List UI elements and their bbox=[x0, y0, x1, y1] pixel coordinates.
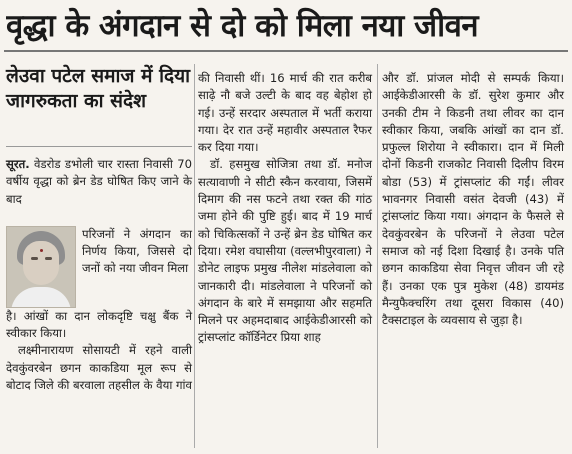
text-beside-photo: परिजनों ने अंगदान का निर्णय किया, जिससे दो जनों को नया जीवन मिला bbox=[82, 226, 192, 276]
elderly-woman-photo bbox=[6, 226, 76, 308]
article-column-1 bbox=[6, 156, 192, 394]
headline-rule bbox=[4, 50, 568, 52]
column-2-paragraph-1: की निवासी थीं। 16 मार्च की रात करीब साढ़े नौ बजे उल्टी के बाद वह बेहोश हो गई। उन्हें सरदार अस्पताल में भर्ती कराया गया। देर रात उन्हें महावीर अस्पताल रैफर कर दिया गया। bbox=[198, 71, 372, 155]
dateline: सूरत. bbox=[6, 157, 30, 171]
lead-text: वेडरोड डभोली चार रास्ता निवासी 70 वर्षीय वृद्धा को ब्रेन डेड घोषित किए जाने के बाद bbox=[6, 157, 192, 206]
article-column-2 bbox=[198, 70, 372, 347]
column-divider-2 bbox=[377, 64, 378, 448]
headline: वृद्धा के अंगदान से दो को मिला नया जीवन bbox=[6, 8, 479, 44]
column-3-paragraph-1: और डॉ. प्रांजल मोदी से सम्पर्क किया। आईकेडीआरसी के डॉ. सुरेश कुमार और उनकी टीम ने किडनी तथा लीवर का दान स्वीकार किया, जबकि आंखों का दान डॉ. प्रफुल्ल शिरोया ने स्वीकारा। दान में मिली दोनों किडनी राजकोट निवासी दिलीप विरम बोडा (53) में ट्रांसप्लांट की गईं। लीवर भावनगर निवासी वसंत देवजी (43) में ट्रांसप्लांट किया गया। अंगदान के फैसले से देवकुंवरबेन के परिजनों ने लेउवा पटेल समाज को नई दिशा दिखाई है। उनके पति छगन काकडिया सेवा निवृत्त जीवन जी रहे हैं। उनका एक पुत्र मुकेश (48) डायमंड मैन्युफैक्चरिंग तथा दूसरा विकास (40) टैक्सटाइल के व्यवसाय से जुड़ा है। bbox=[382, 71, 564, 328]
second-paragraph: लक्ष्मीनारायण सोसायटी में रहने वाली देवकुंवरबेन छगन काकडिया मूल रूप से बोटाद जिले की बरवाला तहसील के वैया गांव bbox=[6, 343, 192, 393]
lead-paragraph bbox=[6, 156, 192, 208]
article-column-3 bbox=[382, 70, 564, 329]
column-2-paragraph-2: डॉ. हसमुख सोजित्रा तथा डॉ. मनोज सत्यावाणी ने सीटी स्कैन करवाया, जिसमें दिमाग की नस फटने तथा रक्त की गांठ जमा होने की पुष्टि हुई। बाद में 19 मार्च को चिकित्सकों ने उन्हें ब्रेन डेड घोषित कर दिया। रमेश वघासीया (वल्लभीपुरवाला) ने डोनेट लाइफ प्रमुख नीलेश मांडलेवाला को जानकारी दी। मांडलेवाला ने परिजनों को अंगदान के बारे में समझाया और सहमति मिलने पर अहमदाबाद आईकेडीआरसी को ट्रांसप्लांट कॉर्डिनेटर प्रिया शाह bbox=[198, 157, 372, 345]
eye-donation-text: है। आंखों का दान लोकदृष्टि चक्षु बैंक ने स्वीकार किया। bbox=[6, 308, 192, 341]
subheadline: लेउवा पटेल समाज में दिया जागरुकता का संदेश bbox=[6, 65, 191, 112]
column-divider-1 bbox=[194, 64, 195, 448]
subhead-rule bbox=[6, 146, 192, 147]
